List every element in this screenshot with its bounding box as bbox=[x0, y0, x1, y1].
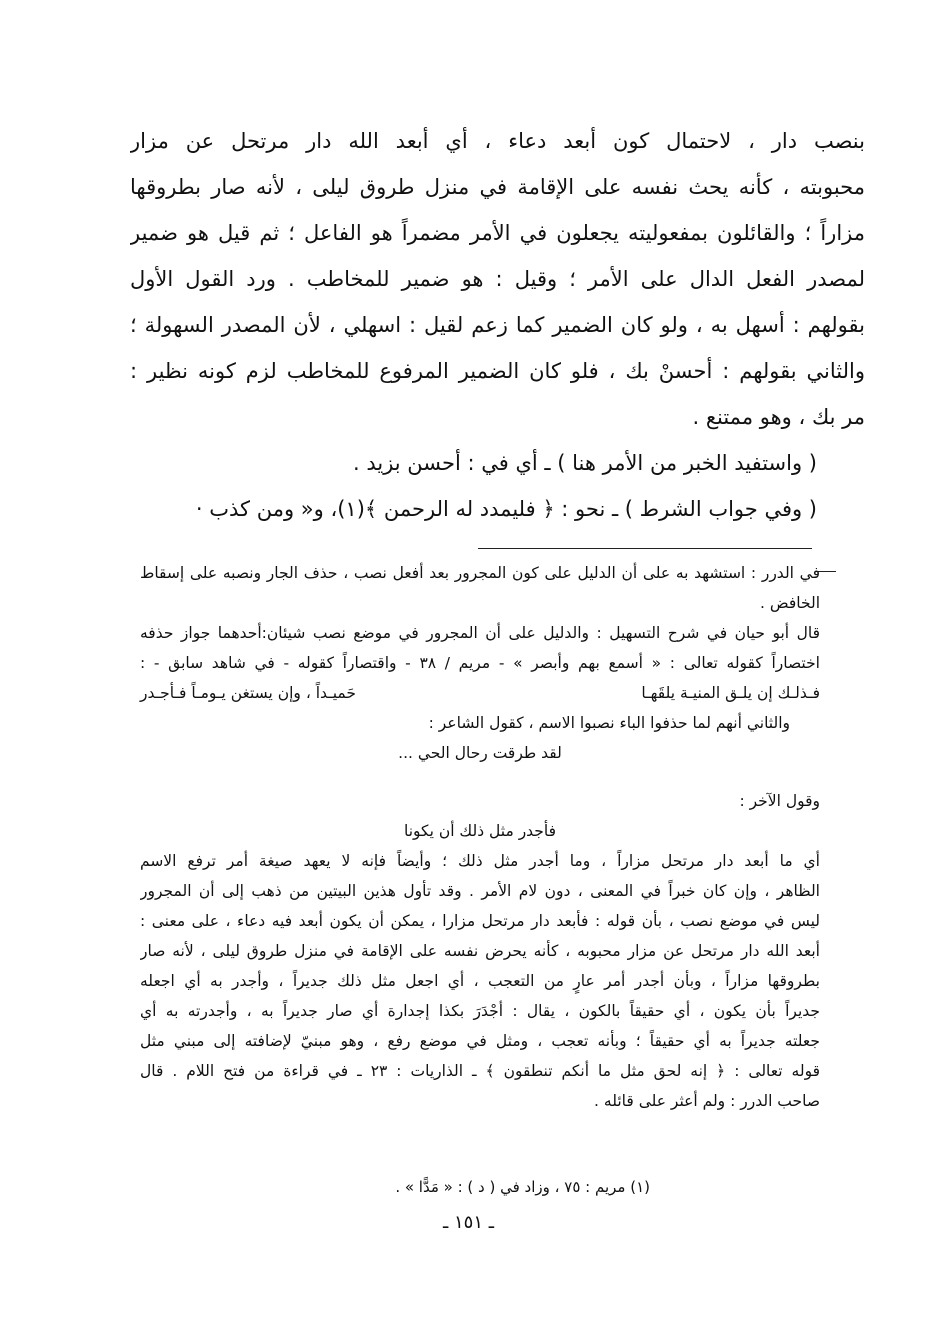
spacer bbox=[140, 768, 820, 786]
poem-hemistich-first: فـذلـك إن يلـق المنيـة يلقَهـا bbox=[641, 684, 820, 702]
footnote-line: اختصاراً كقوله تعالى : « أسمع بهم وأبصر » - مريم / ٣٨ - واقتصاراً كقوله - في شاهد سابق - : bbox=[140, 654, 820, 672]
footnote-line: قوله تعالى : ﴿ إنه لحق مثل ما أنكم تنطقون ﴾ ـ الذاريات : ٢٣ ـ في قراءة من فتح اللام . قال bbox=[140, 1062, 820, 1080]
poem-hemistich-second: حَميـداً ، وإن يستغن يـومـاً فـأجـدر bbox=[140, 684, 356, 702]
poem-verse bbox=[140, 678, 820, 708]
footnotes bbox=[140, 558, 820, 1116]
main-line: مزاراً ؛ والقائلون بمفعوليته يجعلون في الأمر مضمراً هو الفاعل ؛ ثم قيل هو ضمير bbox=[130, 221, 865, 245]
footnote-line: جديراً بأن يكون ، أي حقيقاً بالكون ، يقال : أجْدَرَ بكذا إجدارة أي صار جديراً به ، وأجدرته به أي bbox=[140, 1002, 820, 1020]
footnote-line: الظاهر ، وإن كان خبراً في المعنى ، دون لام الأمر . وقد تأول هذين البيتين من ذهب إلى أن المجرور bbox=[140, 882, 820, 900]
footnote-line: جعلته جديراً به أي حقيقاً ؛ وبأنه تعجب ، ومثل في موضع رفع ، وهو مبنيّ لإضافته إلى مبني مثل bbox=[140, 1032, 820, 1050]
main-line: ( وفي جواب الشرط ) ـ نحو : ﴿ فليمدد له الرحمن ﴾(١)، و« ومن كذب · bbox=[195, 497, 817, 521]
main-line: مر بك ، وهو ممتنع . bbox=[692, 405, 865, 429]
main-line: والثاني بقولهم : أحسنْ بك ، فلو كان الضمير المرفوع للمخاطب لزم كونه نظير : bbox=[130, 359, 865, 383]
footnote-line: والثاني أنهم لما حذفوا الباء نصبوا الاسم ، كقول الشاعر : bbox=[428, 714, 790, 732]
footnote-1: (١) مريم : ٧٥ ، وزاد في ( د ) : « مَدًّا » . bbox=[395, 1178, 650, 1196]
main-line: محبوبته ، كأنه يحث نفسه على الإقامة في منزل طروق ليلى ، لأنه صار بطروقها bbox=[130, 175, 865, 199]
main-line: ( واستفيد الخبر من الأمر هنا ) ـ أي في : أحسن بزيد . bbox=[352, 451, 817, 475]
footnote-line: الخافض . bbox=[759, 594, 820, 612]
verse-quote: فأجدر مثل ذلك أن يكونا bbox=[403, 822, 557, 840]
footnote-continuation-mark bbox=[818, 571, 836, 572]
main-line: بقولهم : أسهل به ، ولو كان الضمير كما زعم لقيل : اسهلي ، لأن المصدر السهولة ؛ bbox=[130, 313, 865, 337]
footnote-line: وقول الآخر : bbox=[739, 792, 820, 810]
main-line: لمصدر الفعل الدال على الأمر ؛ وقيل : هو ضمير للمخاطب . ورد القول الأول bbox=[130, 267, 865, 291]
main-text bbox=[130, 118, 865, 532]
footnote-separator bbox=[478, 548, 812, 549]
footnote-line: في الدرر : استشهد به على أن الدليل على كون المجرور بعد أفعل نصب ، حذف الجار ونصبه على إسقاط bbox=[140, 564, 820, 582]
verse-quote: لقد طرقت رحال الحي ... bbox=[398, 744, 562, 762]
footnote-line: قال أبو حيان في شرح التسهيل : والدليل على أن المجرور في موضع نصب شيئان:أحدهما جواز حذفه bbox=[140, 624, 820, 642]
page-number: ـ ١٥١ ـ bbox=[442, 1212, 494, 1233]
footnote-line: بطروقها مزاراً ، وبأن أجدر أمر عارٍ من التعجب ، أي اجعل مثل ذلك جديراً ، وأجدر به أي اجعله bbox=[140, 972, 820, 990]
footnote-line: أبعد الله دار مرتحل عن مزار محبوبه ، كأنه يحرض نفسه على الإقامة في منزل طروق ليلى ، لأنه صار bbox=[140, 942, 820, 960]
footnote-line: ليس في موضع نصب ، بأن قوله : فأبعد دار مرتحل مزارا ، يمكن أن يكون أبعد فيه دعاء ، على معنى : bbox=[140, 912, 820, 930]
main-line: بنصب دار ، لاحتمال كون أبعد دعاء ، أي أبعد الله دار مرتحل عن مزار bbox=[130, 129, 865, 153]
footnote-line: صاحب الدرر : ولم أعثر على قائله . bbox=[594, 1092, 820, 1110]
footnote-line: أي ما أبعد دار مرتحل مزاراً ، وما أجدر مثل ذلك ؛ وأيضاً فإنه لا يعهد صيغة أمر ترفع الاسم bbox=[140, 852, 820, 870]
